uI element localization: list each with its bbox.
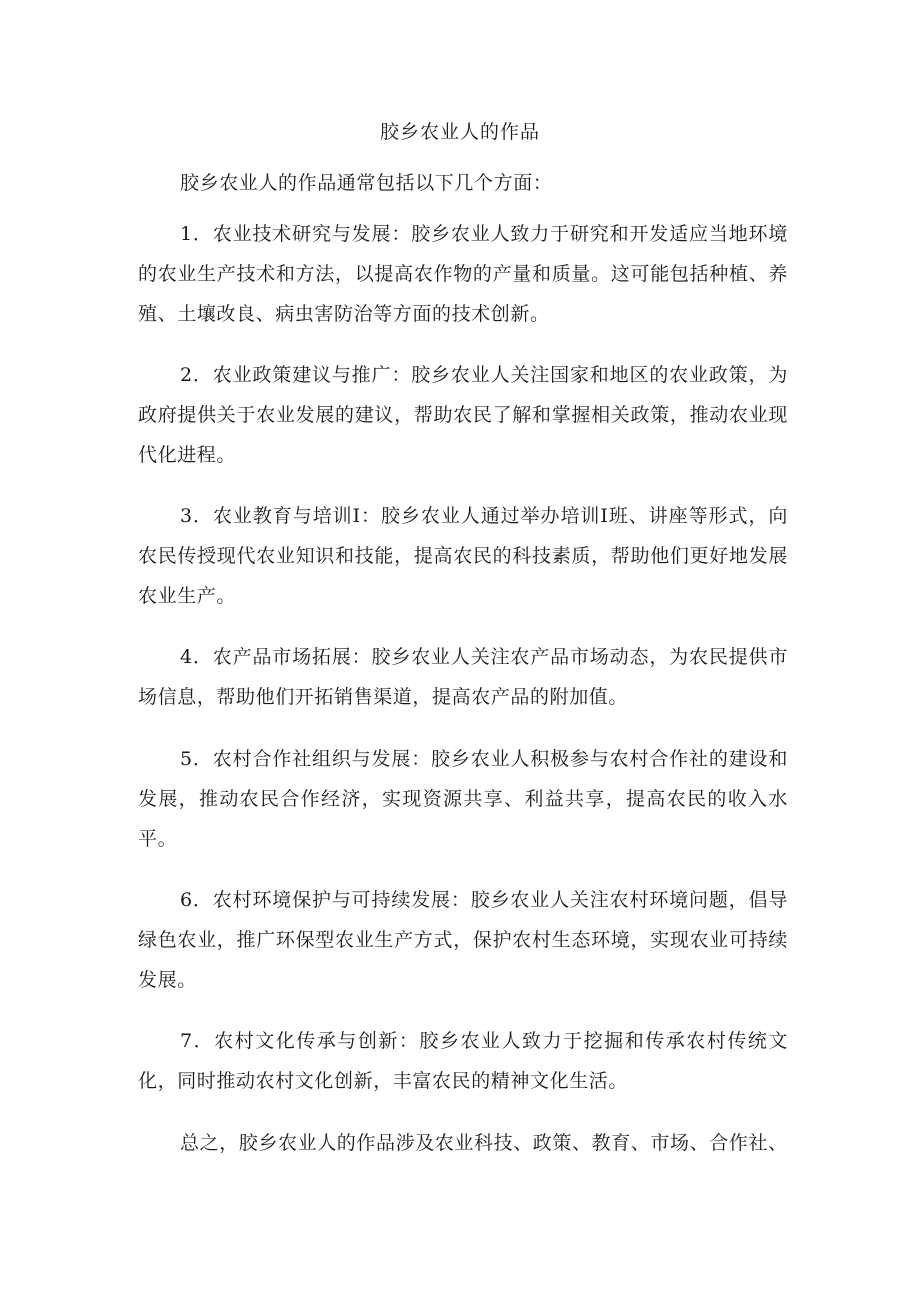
paragraph-item-6: 6．农村环境保护与可持续发展：胶乡农业人关注农村环境问题，倡导绿色农业，推广环保型农业生产方式，保护农村生态环境，实现农业可持续发展。 — [138, 889, 788, 991]
paragraph-item-2: 2．农业政策建议与推广：胶乡农业人关注国家和地区的农业政策，为政府提供关于农业发展的建议，帮助农民了解和掌握相关政策，推动农业现代化进程。 — [138, 364, 788, 466]
document-title: 胶乡农业人的作品 — [379, 121, 540, 143]
paragraph-item-5: 5．农村合作社组织与发展：胶乡农业人积极参与农村合作社的建设和发展，推动农民合作经济，实现资源共享、利益共享，提高农民的收入水平。 — [138, 748, 788, 850]
paragraph-item-7: 7．农村文化传承与创新：胶乡农业人致力于挖掘和传承农村传统文化，同时推动农村文化创新，丰富农民的精神文化生活。 — [138, 1030, 788, 1092]
paragraph-item-1: 1．农业技术研究与发展：胶乡农业人致力于研究和开发适应当地环境的农业生产技术和方法，以提高农作物的产量和质量。这可能包括种植、养殖、土壤改良、病虫害防治等方面的技术创新。 — [138, 223, 788, 325]
intro-paragraph: 胶乡农业人的作品通常包括以下几个方面： — [180, 172, 553, 194]
paragraph-item-3: 3．农业教育与培训I：胶乡农业人通过举办培训Ⅰ班、讲座等形式，向农民传授现代农业知识和技能，提高农民的科技素质，帮助他们更好地发展农业生产。 — [138, 505, 788, 607]
paragraph-item-4: 4．农产品市场拓展：胶乡农业人关注农产品市场动态，为农民提供市场信息，帮助他们开拓销售渠道，提高农产品的附加值。 — [138, 646, 788, 708]
summary-paragraph: 总之，胶乡农业人的作品涉及农业科技、政策、教育、市场、合作社、 — [180, 1132, 788, 1154]
